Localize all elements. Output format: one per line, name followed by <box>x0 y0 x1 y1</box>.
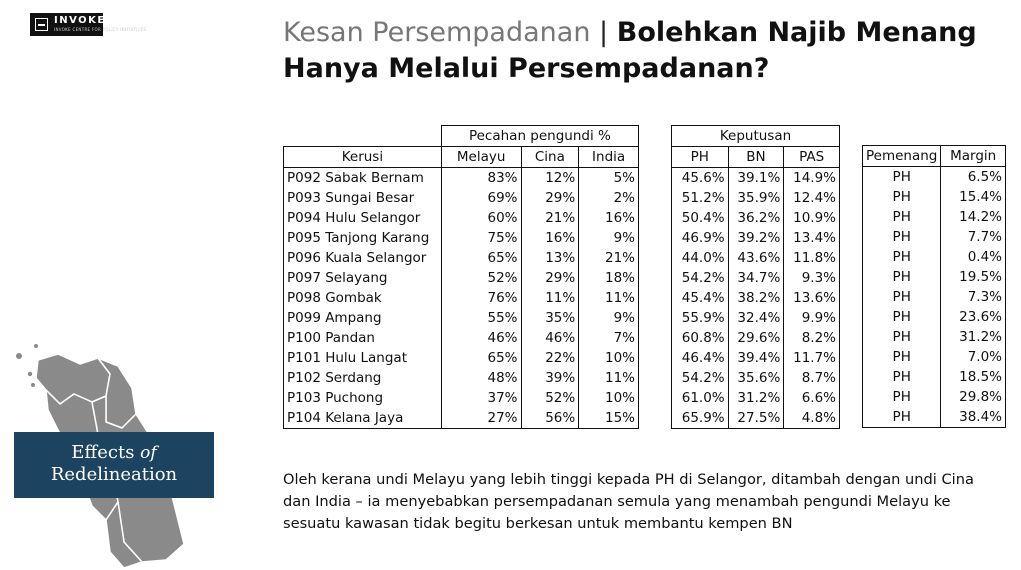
vote-share-cell: 14.9% <box>784 168 840 189</box>
title-question: Bolehkan Najib Menang Hanya Melalui Persempadanan? <box>283 17 977 84</box>
logo-tagline: INVOKE CENTRE FOR POLICY INITIATIVES <box>54 27 147 32</box>
margin-cell: 0.4% <box>941 247 1006 267</box>
vote-share-cell: 8.7% <box>784 368 840 388</box>
voter-share-cell: 75% <box>441 228 521 248</box>
vote-share-cell: 9.9% <box>784 308 840 328</box>
explanation-paragraph: Oleh kerana undi Melayu yang lebih tinggi kepada PH di Selangor, ditambah dengan undi Cina dan India – ia menyebabkan persempadanan semula yang menambah pengundi Melayu ke sesuatu kawasan tidak begitu berkesan untuk membantu kempen BN <box>283 471 974 532</box>
seat-name-cell: P104 Kelana Jaya <box>284 408 442 429</box>
table1-row <box>284 368 639 388</box>
voter-share-cell: 46% <box>521 328 579 348</box>
table2-row <box>672 248 840 268</box>
vote-share-cell: 45.4% <box>672 288 729 308</box>
table1-row <box>284 288 639 308</box>
margin-cell: 19.5% <box>941 267 1006 287</box>
voter-share-cell: 52% <box>441 268 521 288</box>
voter-share-cell: 15% <box>579 408 639 429</box>
vote-share-cell: 12.4% <box>784 188 840 208</box>
voter-share-cell: 21% <box>579 248 639 268</box>
table2-row <box>672 228 840 248</box>
vote-share-cell: 6.6% <box>784 388 840 408</box>
table1-column-header: Cina <box>521 147 579 168</box>
table3-column-header: Pemenang <box>863 146 941 167</box>
table3-row <box>863 207 1006 227</box>
vote-share-cell: 46.4% <box>672 348 729 368</box>
seat-name-cell: P097 Selayang <box>284 268 442 288</box>
vote-share-cell: 35.6% <box>728 368 784 388</box>
table1-row <box>284 348 639 368</box>
vote-share-cell: 10.9% <box>784 208 840 228</box>
margin-cell: 7.7% <box>941 227 1006 247</box>
voter-share-cell: 5% <box>579 168 639 189</box>
vote-share-cell: 8.2% <box>784 328 840 348</box>
table3-row <box>863 167 1006 188</box>
vote-share-cell: 55.9% <box>672 308 729 328</box>
voter-share-cell: 39% <box>521 368 579 388</box>
vote-share-cell: 54.2% <box>672 368 729 388</box>
table1-column-header: Melayu <box>441 147 521 168</box>
voter-share-cell: 76% <box>441 288 521 308</box>
voter-share-cell: 55% <box>441 308 521 328</box>
logo-mark-icon <box>35 18 48 31</box>
voter-share-cell: 65% <box>441 348 521 368</box>
voter-share-cell: 29% <box>521 188 579 208</box>
table3-row <box>863 407 1006 428</box>
table2-column-header: PAS <box>784 147 840 168</box>
table3-row <box>863 247 1006 267</box>
seat-name-cell: P101 Hulu Langat <box>284 348 442 368</box>
voter-share-cell: 29% <box>521 268 579 288</box>
vote-share-cell: 43.6% <box>728 248 784 268</box>
margin-cell: 7.0% <box>941 347 1006 367</box>
seat-name-cell: P100 Pandan <box>284 328 442 348</box>
slide-title <box>283 15 983 87</box>
table2-row <box>672 188 840 208</box>
voter-share-cell: 48% <box>441 368 521 388</box>
vote-share-cell: 45.6% <box>672 168 729 189</box>
winner-cell: PH <box>863 387 941 407</box>
table2-row <box>672 308 840 328</box>
seat-name-cell: P094 Hulu Selangor <box>284 208 442 228</box>
table3-column-header: Margin <box>941 146 1006 167</box>
voter-share-cell: 9% <box>579 308 639 328</box>
table3-row <box>863 287 1006 307</box>
winner-cell: PH <box>863 167 941 188</box>
table3-row <box>863 347 1006 367</box>
table1-row <box>284 168 639 189</box>
logo-wordmark: INVOKE <box>54 15 106 26</box>
vote-share-cell: 61.0% <box>672 388 729 408</box>
vote-share-cell: 39.1% <box>728 168 784 189</box>
seat-name-cell: P098 Gombak <box>284 288 442 308</box>
vote-share-cell: 65.9% <box>672 408 729 429</box>
margin-cell: 15.4% <box>941 187 1006 207</box>
vote-share-cell: 32.4% <box>728 308 784 328</box>
winner-margin-table <box>862 125 1006 428</box>
results-header-row <box>672 147 840 168</box>
winner-cell: PH <box>863 187 941 207</box>
vote-share-cell: 9.3% <box>784 268 840 288</box>
voter-share-cell: 18% <box>579 268 639 288</box>
vote-share-cell: 60.8% <box>672 328 729 348</box>
map-island-3 <box>31 383 35 387</box>
results-group-header: Keputusan <box>672 126 840 147</box>
table1-row <box>284 268 639 288</box>
margin-cell: 18.5% <box>941 367 1006 387</box>
voter-share-cell: 7% <box>579 328 639 348</box>
vote-share-cell: 13.6% <box>784 288 840 308</box>
margin-cell: 23.6% <box>941 307 1006 327</box>
seat-name-cell: P096 Kuala Selangor <box>284 248 442 268</box>
voter-breakdown-group-header: Pecahan pengundi % <box>441 126 638 147</box>
vote-share-cell: 46.9% <box>672 228 729 248</box>
title-separator: | <box>599 17 609 48</box>
vote-share-cell: 39.2% <box>728 228 784 248</box>
voter-share-cell: 52% <box>521 388 579 408</box>
voter-share-cell: 16% <box>579 208 639 228</box>
vote-share-cell: 11.8% <box>784 248 840 268</box>
table1-row <box>284 388 639 408</box>
margin-cell: 29.8% <box>941 387 1006 407</box>
table1-row <box>284 408 639 429</box>
badge-word-of: of <box>140 443 157 463</box>
voter-share-cell: 2% <box>579 188 639 208</box>
voter-share-cell: 65% <box>441 248 521 268</box>
margin-cell: 7.3% <box>941 287 1006 307</box>
voter-breakdown-table <box>283 125 639 429</box>
voter-share-cell: 83% <box>441 168 521 189</box>
vote-share-cell: 4.8% <box>784 408 840 429</box>
voter-share-cell: 12% <box>521 168 579 189</box>
winner-cell: PH <box>863 247 941 267</box>
voter-share-cell: 11% <box>579 368 639 388</box>
table1-row <box>284 208 639 228</box>
voter-share-cell: 56% <box>521 408 579 429</box>
table3-row <box>863 327 1006 347</box>
voter-share-cell: 37% <box>441 388 521 408</box>
seat-name-cell: P093 Sungai Besar <box>284 188 442 208</box>
map-island-4 <box>34 344 38 348</box>
table3-row <box>863 267 1006 287</box>
table3-row <box>863 307 1006 327</box>
vote-share-cell: 27.5% <box>728 408 784 429</box>
winner-cell: PH <box>863 227 941 247</box>
vote-share-cell: 50.4% <box>672 208 729 228</box>
seat-name-cell: P095 Tanjong Karang <box>284 228 442 248</box>
voter-breakdown-header-row <box>284 147 639 168</box>
voter-share-cell: 9% <box>579 228 639 248</box>
winner-margin-header-row <box>863 146 1006 167</box>
title-topic: Kesan Persempadanan <box>283 17 591 48</box>
badge-word-redelineation: Redelineation <box>50 464 178 485</box>
results-table <box>671 125 840 429</box>
table2-column-header: BN <box>728 147 784 168</box>
voter-share-cell: 60% <box>441 208 521 228</box>
table1-row <box>284 188 639 208</box>
margin-cell: 14.2% <box>941 207 1006 227</box>
voter-share-cell: 35% <box>521 308 579 328</box>
vote-share-cell: 38.2% <box>728 288 784 308</box>
winner-cell: PH <box>863 307 941 327</box>
winner-cell: PH <box>863 407 941 428</box>
winner-cell: PH <box>863 347 941 367</box>
table2-row <box>672 408 840 429</box>
vote-share-cell: 13.4% <box>784 228 840 248</box>
map-island-1 <box>16 353 22 359</box>
voter-share-cell: 11% <box>521 288 579 308</box>
table1-row <box>284 248 639 268</box>
table3-row <box>863 387 1006 407</box>
table2-row <box>672 288 840 308</box>
table2-column-header: PH <box>672 147 729 168</box>
margin-cell: 38.4% <box>941 407 1006 428</box>
seat-name-cell: P103 Puchong <box>284 388 442 408</box>
winner-cell: PH <box>863 367 941 387</box>
table1-row <box>284 308 639 328</box>
margin-cell: 31.2% <box>941 327 1006 347</box>
table2-row <box>672 368 840 388</box>
table1-row <box>284 228 639 248</box>
table1-column-header: Kerusi <box>284 147 442 168</box>
vote-share-cell: 11.7% <box>784 348 840 368</box>
vote-share-cell: 36.2% <box>728 208 784 228</box>
table3-row <box>863 367 1006 387</box>
voter-share-cell: 46% <box>441 328 521 348</box>
invoke-logo <box>30 13 147 36</box>
table1-row <box>284 328 639 348</box>
voter-share-cell: 21% <box>521 208 579 228</box>
badge-word-effects: Effects <box>71 442 135 463</box>
table3-row <box>863 227 1006 247</box>
effects-of-redelineation-badge <box>14 432 214 498</box>
table2-row <box>672 348 840 368</box>
winner-cell: PH <box>863 327 941 347</box>
vote-share-cell: 29.6% <box>728 328 784 348</box>
vote-share-cell: 44.0% <box>672 248 729 268</box>
voter-share-cell: 11% <box>579 288 639 308</box>
table2-row <box>672 268 840 288</box>
vote-share-cell: 39.4% <box>728 348 784 368</box>
vote-share-cell: 31.2% <box>728 388 784 408</box>
voter-share-cell: 27% <box>441 408 521 429</box>
table2-row <box>672 168 840 189</box>
seat-name-cell: P102 Serdang <box>284 368 442 388</box>
vote-share-cell: 34.7% <box>728 268 784 288</box>
voter-share-cell: 16% <box>521 228 579 248</box>
table2-row <box>672 388 840 408</box>
voter-share-cell: 10% <box>579 388 639 408</box>
vote-share-cell: 35.9% <box>728 188 784 208</box>
map-island-2 <box>28 372 32 376</box>
margin-cell: 6.5% <box>941 167 1006 188</box>
vote-share-cell: 51.2% <box>672 188 729 208</box>
table2-row <box>672 328 840 348</box>
table3-row <box>863 187 1006 207</box>
winner-cell: PH <box>863 207 941 227</box>
table1-column-header: India <box>579 147 639 168</box>
table2-row <box>672 208 840 228</box>
voter-share-cell: 13% <box>521 248 579 268</box>
seat-name-cell: P092 Sabak Bernam <box>284 168 442 189</box>
winner-cell: PH <box>863 287 941 307</box>
voter-share-cell: 22% <box>521 348 579 368</box>
seat-name-cell: P099 Ampang <box>284 308 442 328</box>
winner-cell: PH <box>863 267 941 287</box>
vote-share-cell: 54.2% <box>672 268 729 288</box>
voter-share-cell: 10% <box>579 348 639 368</box>
voter-share-cell: 69% <box>441 188 521 208</box>
